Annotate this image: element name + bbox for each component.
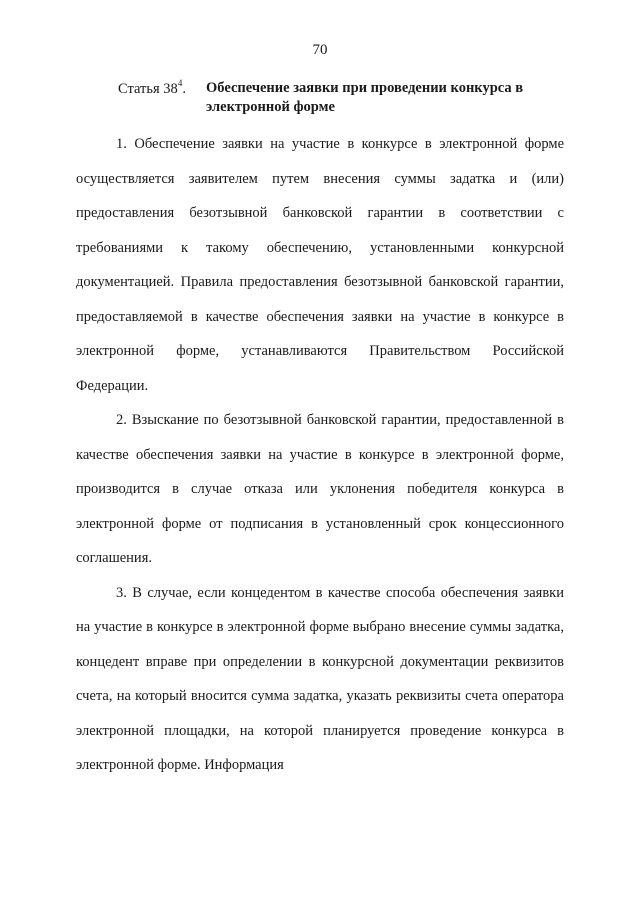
- article-label-text: Статья 38: [118, 81, 178, 97]
- paragraph-1: 1. Обеспечение заявки на участие в конкурсе в электронной форме осуществляется заявителем путем внесения суммы задатка и (или) предоставления безотзывной банковской гарантии в соответствии с требованиями к такому обеспечению, установленными конкурсной документацией. Правила предоставления безотзывной банковской гарантии, предоставляемой в качестве обеспечения заявки на участие в конкурсе в электронной форме, устанавливаются Правительством Российской Федерации.: [76, 136, 564, 394]
- article-label-suffix: .: [182, 81, 186, 97]
- article-body: [76, 127, 564, 783]
- paragraph-3: 3. В случае, если концедентом в качестве способа обеспечения заявки на участие в конкурсе в электронной форме выбрано внесение суммы задатка, концедент вправе при определении в конкурсной документации реквизитов счета, на который вносится сумма задатка, указать реквизиты счета оператора электронной площадки, на которой планируется проведение конкурса в электронной форме. Информация: [76, 584, 564, 773]
- page-number: 70: [312, 42, 328, 58]
- article-title: Обеспечение заявки при проведении конкурса в электронной форме: [206, 80, 524, 115]
- paragraph-2: 2. Взыскание по безотзывной банковской гарантии, предоставленной в качестве обеспечения заявки на участие в конкурсе в электронной форме, производится в случае отказа или уклонения победителя конкурса в электронной форме от подписания в установленный срок концессионного соглашения.: [76, 412, 564, 566]
- article-label: [118, 79, 186, 99]
- article-label-superscript: 4: [177, 78, 183, 89]
